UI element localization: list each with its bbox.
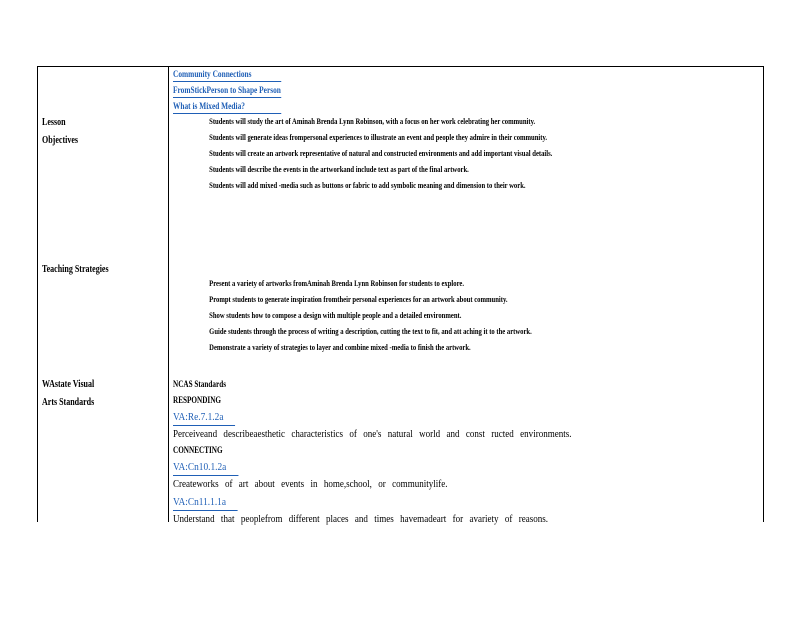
objective-item: Students will study the art of Aminah Brenda Lynn Robinson, with a focus on her work celebrating her community. (209, 116, 536, 126)
link-va-cn11-1-1a[interactable]: VA:Cn11.1.1a (173, 495, 238, 511)
table-frame-divider (168, 66, 169, 522)
label-wastate-visual: WAstate Visual (42, 379, 95, 390)
strategy-item: Demonstrate a variety of strategies to layer and combine mixed -media to finish the artwork. (209, 342, 471, 352)
strategies-list (192, 277, 792, 357)
link-mixed-media[interactable]: What is Mixed Media? (173, 99, 281, 114)
objective-item: Students will add mixed -media such as buttons or fabric to add symbolic meaning and dimension to their work. (209, 180, 526, 190)
link-community-connections[interactable]: Community Connections (173, 67, 281, 82)
standards-section (173, 377, 763, 527)
strategy-item: Prompt students to generate inspiration fromtheir personal experiences for an artwork about community. (209, 294, 508, 304)
objective-item: Students will create an artwork representative of natural and constructed environments and add important visual details. (209, 148, 553, 158)
responding-label: RESPONDING (173, 395, 222, 405)
connecting-label: CONNECTING (173, 445, 223, 455)
cn10-description: Createworks of art about events in home,school, or communitylife. (173, 478, 448, 490)
objective-item: Students will describe the events in the artworkand include text as part of the final artwork. (209, 164, 469, 174)
strategy-item: Present a variety of artworks fromAminah Brenda Lynn Robinson for students to explore. (209, 278, 465, 288)
objectives-list (192, 115, 792, 195)
ncas-heading: NCAS Standards (173, 379, 227, 389)
strategy-item: Guide students through the process of writing a description, cutting the text to fit, and att aching it to the artwork. (209, 326, 532, 336)
label-objectives: Objectives (42, 135, 78, 146)
link-va-re-7-1-2a[interactable]: VA:Re.7.1.2a (173, 410, 235, 426)
table-frame-top (37, 66, 763, 67)
lesson-links (173, 67, 305, 115)
link-va-cn10-1-2a[interactable]: VA:Cn10.1.2a (173, 460, 238, 476)
table-frame-left (37, 66, 38, 522)
strategy-item: Show students how to compose a design with multiple people and a detailed environment. (209, 310, 462, 320)
label-arts-standards: Arts Standards (42, 397, 95, 408)
responding-description: Perceiveand describeaesthetic characteristics of one's natural world and const ructed environments. (173, 428, 572, 440)
label-teaching-strategies: Teaching Strategies (42, 264, 109, 275)
label-lesson: Lesson (42, 117, 66, 128)
cn11-description: Understand that peoplefrom different places and times havemadeart for avariety of reasons. (173, 513, 549, 525)
link-stick-person[interactable]: FromStickPerson to Shape Person (173, 83, 281, 98)
objective-item: Students will generate ideas frompersonal experiences to illustrate an event and people they admire in their community. (209, 132, 548, 142)
